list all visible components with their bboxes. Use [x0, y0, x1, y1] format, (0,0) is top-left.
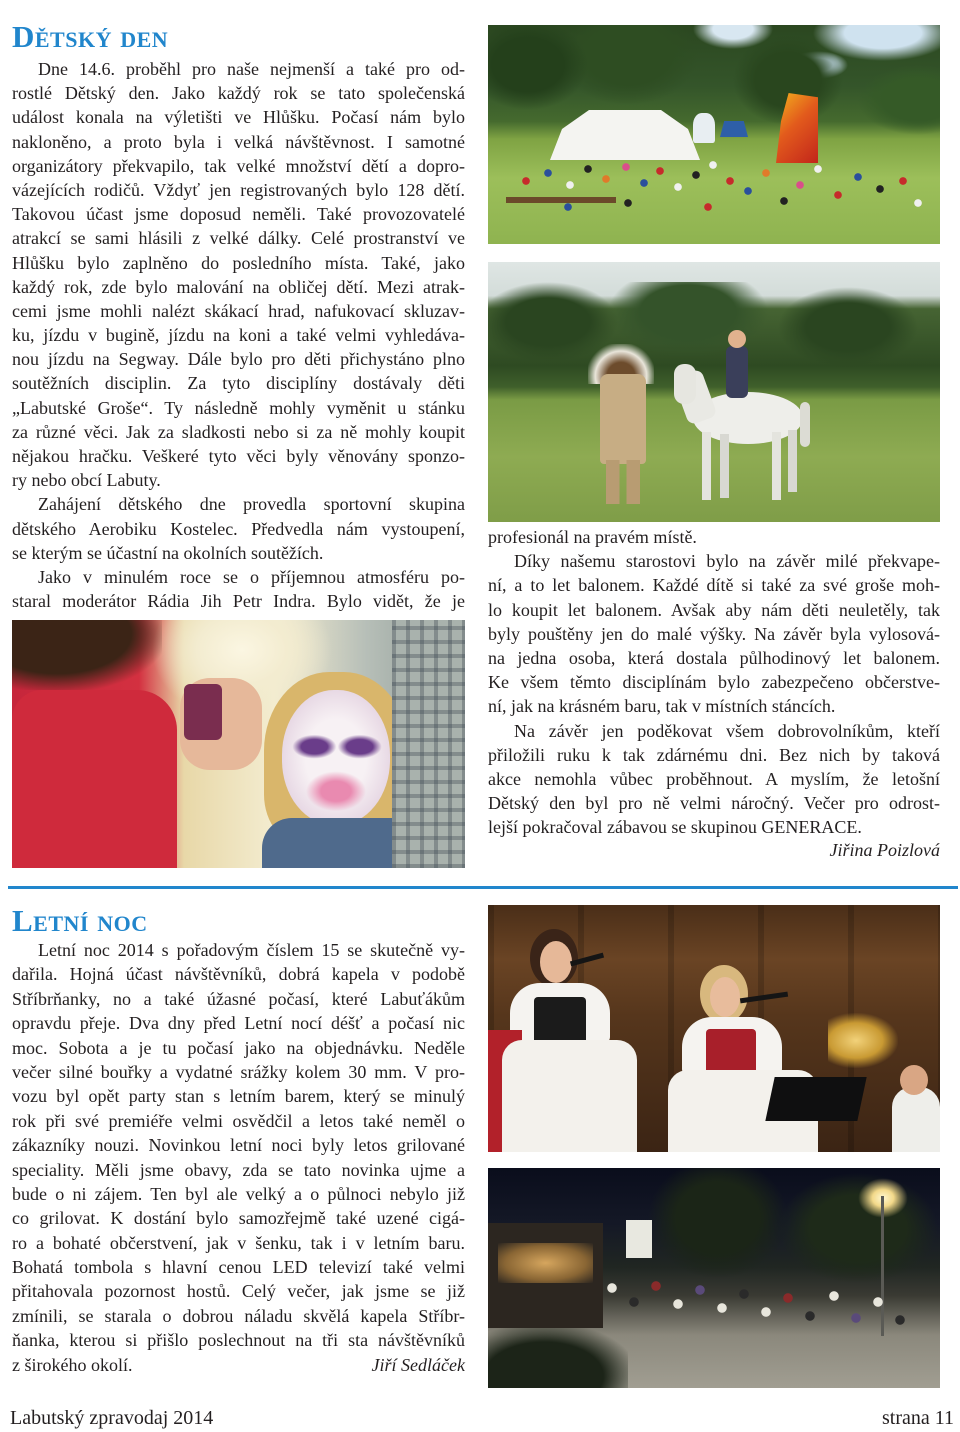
crowd — [508, 151, 928, 223]
text-line: přiložili ruku k tak zdárnému dni. Bez nich by taková — [488, 744, 940, 765]
text-line: Ke všem těmto disciplínám bylo zabezpečeno občerstve- — [488, 672, 940, 693]
article-title-childrens-day: Dětský den — [12, 19, 169, 54]
rider — [726, 346, 748, 398]
picnic-tables — [506, 197, 616, 203]
painter-hair — [12, 620, 162, 690]
text-line: Dětský den byl pro ně velmi náročný. Večer pro odrost- — [488, 793, 940, 814]
text-line: nějakou hračku. Veškeré tyto věci byly věnovány sponzo- — [12, 446, 465, 466]
paragraph — [12, 565, 465, 613]
text-line: Letní noc 2014 s pořadovým číslem 15 se skutečně vy- — [38, 940, 465, 960]
musician — [892, 1087, 940, 1152]
text-line: každý rok, zde bylo malování na obličej dětí. Mezi atrak- — [12, 276, 465, 297]
blue-canopy — [720, 121, 748, 137]
phone — [184, 684, 222, 740]
text-line: Jako v minulém roce se o příjemnou atmosféru po- — [38, 566, 465, 587]
horse-leg — [720, 434, 729, 498]
text-line: Díky našemu starostovi bylo na závěr milé překvape- — [514, 551, 940, 572]
photo-face-painting — [12, 620, 465, 868]
text-line: ro a bohaté občerstvení, jak v šenku, tak i v letním baru. — [12, 1232, 465, 1253]
text-line: soutěžních disciplin. Za tyto disciplíny dostávaly děti — [12, 373, 465, 394]
text-line: atrakcí se sami hlásili z velké dálky. Celé prostranství ve — [12, 228, 465, 249]
plaid-shirt — [392, 620, 465, 868]
text-line: rostlé Dětský den. Jako každý rok se tato společenská — [12, 83, 465, 104]
text-line: Zahájení dětského dne provedla sportovní skupina — [38, 494, 465, 515]
pavilion-lights — [498, 1243, 593, 1283]
childrens-day-right-column — [488, 525, 940, 839]
text-line: zákazníky nouzi. Novinkou letní noci byly letos grilované — [12, 1135, 465, 1156]
musician-head — [900, 1065, 928, 1095]
rider-head — [728, 330, 746, 348]
text-line: ku, jízdu v bugině, jízdu na koni a také velmi vyhledáva- — [12, 325, 465, 346]
text-line: Na závěr jen poděkovat všem dobrovolníkům, kteří — [514, 720, 940, 741]
photo-festival-field — [488, 25, 940, 244]
text-line: na jedna osoba, která dostala půlhodinový let balonem. — [488, 647, 940, 668]
text-line: se kterým se účastní na okolních soutěžích. — [12, 542, 324, 563]
childrens-day-left-column — [12, 57, 465, 613]
text-line: Takovou účast jsme doposud neměli. Také provozovatelé — [12, 204, 465, 225]
section-divider — [8, 886, 958, 889]
horse-head — [674, 364, 696, 404]
text-line: zmínili, se starala o dobrou náladu skvělá kapela Stříbr- — [12, 1305, 465, 1326]
text-line: Dne 14.6. proběhl pro naše nejmenší a také pro od- — [38, 59, 465, 79]
foreground-bushes — [488, 1328, 628, 1388]
text-line: speciality. Měli jsme obavy, zda se tato novinka ujme a — [12, 1159, 465, 1180]
text-line: vázejících rodičů. Vždyť jen registrovaných bylo 128 dětí. — [12, 179, 465, 200]
dancing-crowd — [598, 1258, 918, 1338]
singer-right-vest — [706, 1029, 756, 1075]
paragraph — [12, 938, 465, 1377]
text-line: staral moderátor Rádia Jih Petr Indra. Bylo vidět, že je — [12, 591, 465, 612]
text-line: „Labutské Groše“. Ty následně mohly vyměnit u stánku — [12, 397, 465, 418]
footer-publication: Labutský zpravodaj 2014 — [10, 1407, 214, 1429]
photo-horse-ride — [488, 262, 940, 522]
text-line: opravdu přeje. Dva dny před Letní nocí déšť a počasí nic — [12, 1013, 465, 1034]
singer-left-bodice — [534, 997, 586, 1045]
singer-left-skirt — [502, 1040, 637, 1152]
text-line: vozu byl opět party stan s letním barem, který se minulý — [12, 1086, 465, 1107]
text-line: profesionál na pravém místě. — [488, 527, 697, 547]
paragraph — [12, 57, 465, 492]
text-line: ní, a to let balonem. Každé dítě si také za své groše moh- — [488, 575, 940, 596]
text-line: přitahovala pozornost hostů. Celý večer, jak jsme se již — [12, 1281, 465, 1302]
horse-tail — [800, 402, 810, 447]
footer-page-number: strana 11 — [881, 1407, 954, 1429]
text-line: nakloněno, a proto byla i velká návštěvnost. I samotné — [12, 131, 465, 152]
photo-night-dance — [488, 1168, 940, 1388]
tree-line — [488, 282, 940, 402]
text-line: večer silné bouřky a vydatné srážky kolem 30 mm. V pro- — [12, 1061, 465, 1082]
guide-legs — [606, 460, 640, 504]
paragraph — [488, 719, 940, 840]
photo-singers — [488, 905, 940, 1152]
text-line: moc. Sobota a je tu počasí jako na objednávku. Neděle — [12, 1037, 465, 1058]
white-inflatable — [693, 113, 715, 143]
girl-painted-face — [282, 690, 390, 825]
horse-leg — [702, 432, 711, 500]
horse-leg — [772, 432, 781, 500]
text-line: Bohatá tombola s hlavní cenou LED televizí také velmi — [12, 1257, 465, 1278]
text-line: lejší pokračoval zábavou se skupinou GENERACE. — [488, 817, 862, 838]
text-line: rok při své premiéře velmi osvědčil a letos také neměl o — [12, 1110, 465, 1131]
guide-costume — [600, 374, 646, 464]
paragraph — [488, 525, 940, 549]
sign — [626, 1220, 652, 1258]
brass-instrument — [828, 1013, 898, 1068]
article-title-summer-night: Letní noc — [12, 903, 148, 938]
text-line: cemi jsme mohli nalézt skákací hrad, nafukovací skluzav- — [12, 300, 465, 321]
text-line: z širokého okolí. — [12, 1354, 133, 1375]
text-line: ňanka, kterou si přišlo poslechnout na tři sta návštěvníků — [12, 1330, 465, 1351]
music-stand — [765, 1077, 866, 1121]
text-line: byly pouštěny jen do malé výšky. Na závěr byla vylosová- — [488, 623, 940, 644]
text-line: za různé věci. Jak za sladkosti nebo si za ně mohly koupit — [12, 421, 465, 442]
painter-red-shirt — [12, 690, 177, 868]
author-childrens-day: Jiřina Poizlová — [829, 840, 940, 860]
text-line: Stříbrňanky, no a také úžasné počasí, které Labuťákům — [12, 988, 465, 1009]
singer-left-face — [540, 941, 572, 983]
text-line: Hlůšku bylo zaplněno do posledního místa. Také, jako — [12, 252, 465, 273]
summer-night-column — [12, 938, 465, 1377]
text-line: ry nebo obcí Labuty. — [12, 470, 161, 491]
text-line: bude o ni zájem. Ten byl ale velký a o půlnoci nebylo již — [12, 1183, 465, 1204]
text-line: dařila. Hojná účast návštěvníků, dobrá kapela v podobě — [12, 964, 465, 985]
paragraph — [12, 492, 465, 565]
text-line: událost konala na výletišti ve Hlůšku. Počasí nám bylo — [12, 107, 465, 128]
text-line: dětského Aerobiku Kostelec. Předvedla nám vystoupení, — [12, 518, 465, 539]
text-line: ní, jak na krásném baru, tak v místních stáncích. — [488, 696, 836, 717]
text-line: organizátory překvapilo, tak velké množství dětí a dopro- — [12, 155, 465, 176]
author-summer-night: Jiří Sedláček — [371, 1355, 465, 1375]
text-line: nou jízdu na Segway. Dále bylo pro děti přichystáno plno — [12, 349, 465, 370]
text-line: akce nemohla vůbec proběhnout. A myslím, že letošní — [488, 768, 940, 789]
text-line: lo koupit let balonem. Avšak aby nám děti neuletěly, tak — [488, 599, 940, 620]
singer-right-face — [710, 977, 740, 1017]
paragraph — [488, 549, 940, 718]
horse-leg — [788, 430, 797, 492]
text-line: co grilovat. K dostání bylo samozřejmě také uzené cigá- — [12, 1208, 465, 1229]
